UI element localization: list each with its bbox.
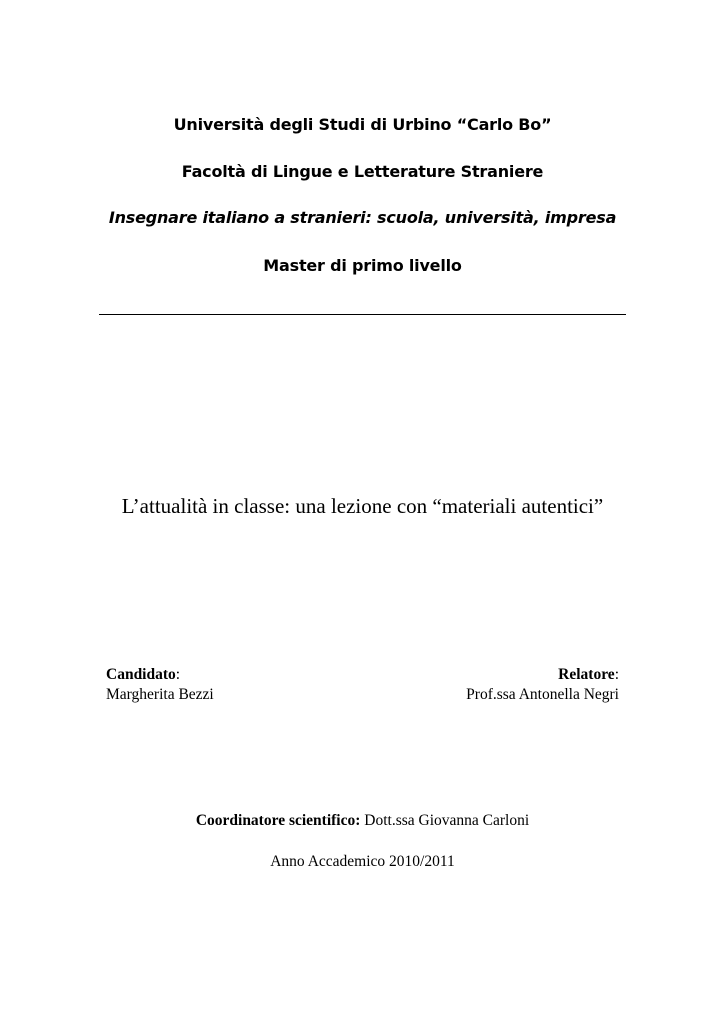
degree-level: Master di primo livello [263, 256, 462, 275]
candidate-label-colon: : [175, 666, 181, 683]
candidate-label-row [106, 665, 214, 685]
candidate-label: Candidato [106, 666, 176, 683]
supervisor-label-colon: : [614, 666, 619, 683]
university-name: Università degli Studi di Urbino “Carlo Bo” [173, 115, 552, 134]
academic-year: Anno Accademico 2010/2011 [270, 853, 455, 870]
supervisor-name: Prof.ssa Antonella Negri [466, 686, 619, 703]
faculty-name: Facoltà di Lingue e Letterature Straniere [181, 162, 544, 181]
supervisor-label: Relatore [558, 666, 615, 683]
header-divider [99, 314, 626, 315]
coordinator-line [0, 812, 725, 830]
supervisor-block [466, 665, 619, 705]
candidate-name: Margherita Bezzi [106, 686, 214, 703]
candidate-block [106, 665, 214, 705]
thesis-title: L’attualità in classe: una lezione con “materiali autentici” [121, 494, 604, 518]
course-name: Insegnare italiano a stranieri: scuola, università, impresa [108, 208, 617, 227]
coordinator-name: Dott.ssa Giovanna Carloni [364, 812, 530, 829]
coordinator-label: Coordinatore scientifico: [195, 812, 361, 829]
supervisor-label-row [466, 665, 619, 685]
